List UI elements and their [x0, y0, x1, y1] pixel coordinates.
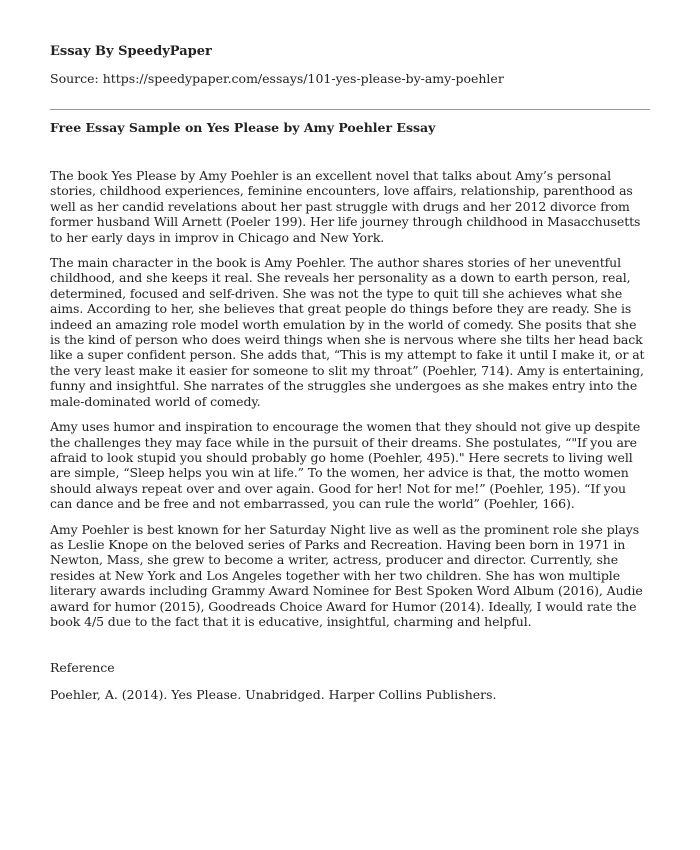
essay-paragraph: Amy uses humor and inspiration to encourage the women that they should not give up despite the challenges they may face while in the pursuit of their dreams. She postulates, “"If you are afraid to look stupid you should probably go home (Poehler, 495)." Here secrets to living well are simple, “Sleep helps you win at life.” To the women, her advice is that, the motto women should always repeat over and over again. Good for her! Not for me!” (Poehler, 195). “If you can dance and be free and not embarrassed, you can rule the world” (Poehler, 166). [50, 419, 641, 512]
document-header-title: Essay By SpeedyPaper [50, 44, 212, 59]
header-divider [50, 109, 650, 110]
essay-paragraph: Amy Poehler is best known for her Saturday Night live as well as the prominent role she plays as Leslie Knope on the beloved series of Parks and Recreation. Having been born in 1971 in Newton, Mass, she grew to become a writer, actress, producer and director. Currently, she resides at New York and Los Angeles together with her two children. She has won multiple literary awards including Grammy Award Nominee for Best Spoken Word Album (2016), Audie award for humor (2015), Goodreads Choice Award for Humor (2014). Ideally, I would rate the book 4/5 due to the fact that it is educative, insightful, charming and helpful. [50, 521, 643, 629]
source-line: Source: https://speedypaper.com/essays/101-yes-please-by-amy-poehler [50, 71, 504, 86]
essay-title: Free Essay Sample on Yes Please by Amy Poehler Essay [50, 120, 436, 135]
essay-paragraph: The main character in the book is Amy Poehler. The author shares stories of her uneventful childhood, and she keeps it real. She reveals her personality as a down to earth person, real, determined, focused and self-driven. She was not the type to quit till she achieves what she aims. According to her, she believes that great people do things before they are ready. She is indeed an amazing role model worth emulation by in the world of comedy. She posits that she is the kind of person who does weird things when she is nervous where she tilts her head back like a super confident person. She adds that, “This is my attempt to fake it until I make it, or at the very least make it easier for someone to slit my throat” (Poehler, 714). Amy is entertaining, funny and insightful. She narrates of the struggles she undergoes as she makes entry into the male-dominated world of comedy. [50, 255, 645, 409]
reference-entry: Poehler, A. (2014). Yes Please. Unabridged. Harper Collins Publishers. [50, 687, 497, 702]
reference-heading: Reference [50, 660, 115, 675]
essay-body [50, 168, 650, 639]
essay-paragraph: The book Yes Please by Amy Poehler is an excellent novel that talks about Amy’s personal stories, childhood experiences, feminine encounters, love affairs, relationship, parenthood as well as her candid revelations about her past struggle with drugs and her 2012 divorce from former husband Will Arnett (Poeler 199). Her life journey through childhood in Masacchusetts to her early days in improv in Chicago and New York. [50, 168, 641, 245]
